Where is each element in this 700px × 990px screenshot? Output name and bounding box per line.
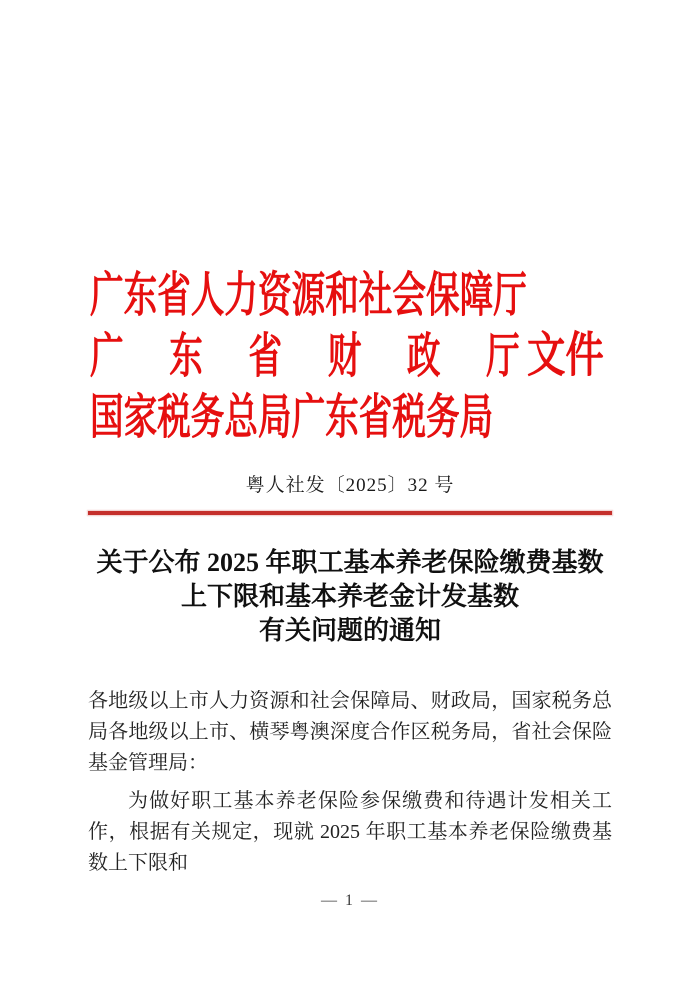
doc-number: 粤人社发〔2025〕32 号 — [245, 475, 455, 496]
document-title — [88, 546, 612, 648]
letterhead — [90, 265, 700, 448]
doc-type-label: 文件 — [527, 329, 604, 382]
agency-line-char: 省 — [248, 330, 283, 383]
agency-line-char: 广 — [90, 330, 124, 383]
title-line-2: 上下限和基本养老金计发基数 — [180, 582, 519, 611]
body-text — [88, 686, 612, 879]
agency-line-1: 广东省人力资源和社会保障厅 — [90, 269, 527, 322]
paragraph-opening: 为做好职工基本养老保险参保缴费和待遇计发相关工作，根据有关规定，现就 2025 年职工基本养老保险缴费基数上下限和 — [88, 790, 612, 874]
paragraph-salutation: 各地级以上市人力资源和社会保障局、财政局，国家税务总局各地级以上市、横琴粤澳深度合作区税务局，省社会保险基金管理局： — [88, 690, 612, 774]
agency-line-2 — [90, 326, 520, 387]
title-line-1: 关于公布 2025 年职工基本养老保险缴费基数 — [96, 548, 604, 577]
title-line-3: 有关问题的通知 — [258, 616, 441, 645]
red-separator-rule — [88, 511, 612, 515]
agency-line-3: 国家税务总局广东省税务局 — [90, 391, 494, 444]
agency-line-char: 政 — [406, 330, 441, 383]
agency-line-char: 厅 — [486, 330, 520, 383]
agency-line-char: 东 — [169, 330, 203, 383]
agency-line-char: 财 — [327, 330, 362, 383]
page-number-footer: — 1 — — [321, 892, 379, 909]
